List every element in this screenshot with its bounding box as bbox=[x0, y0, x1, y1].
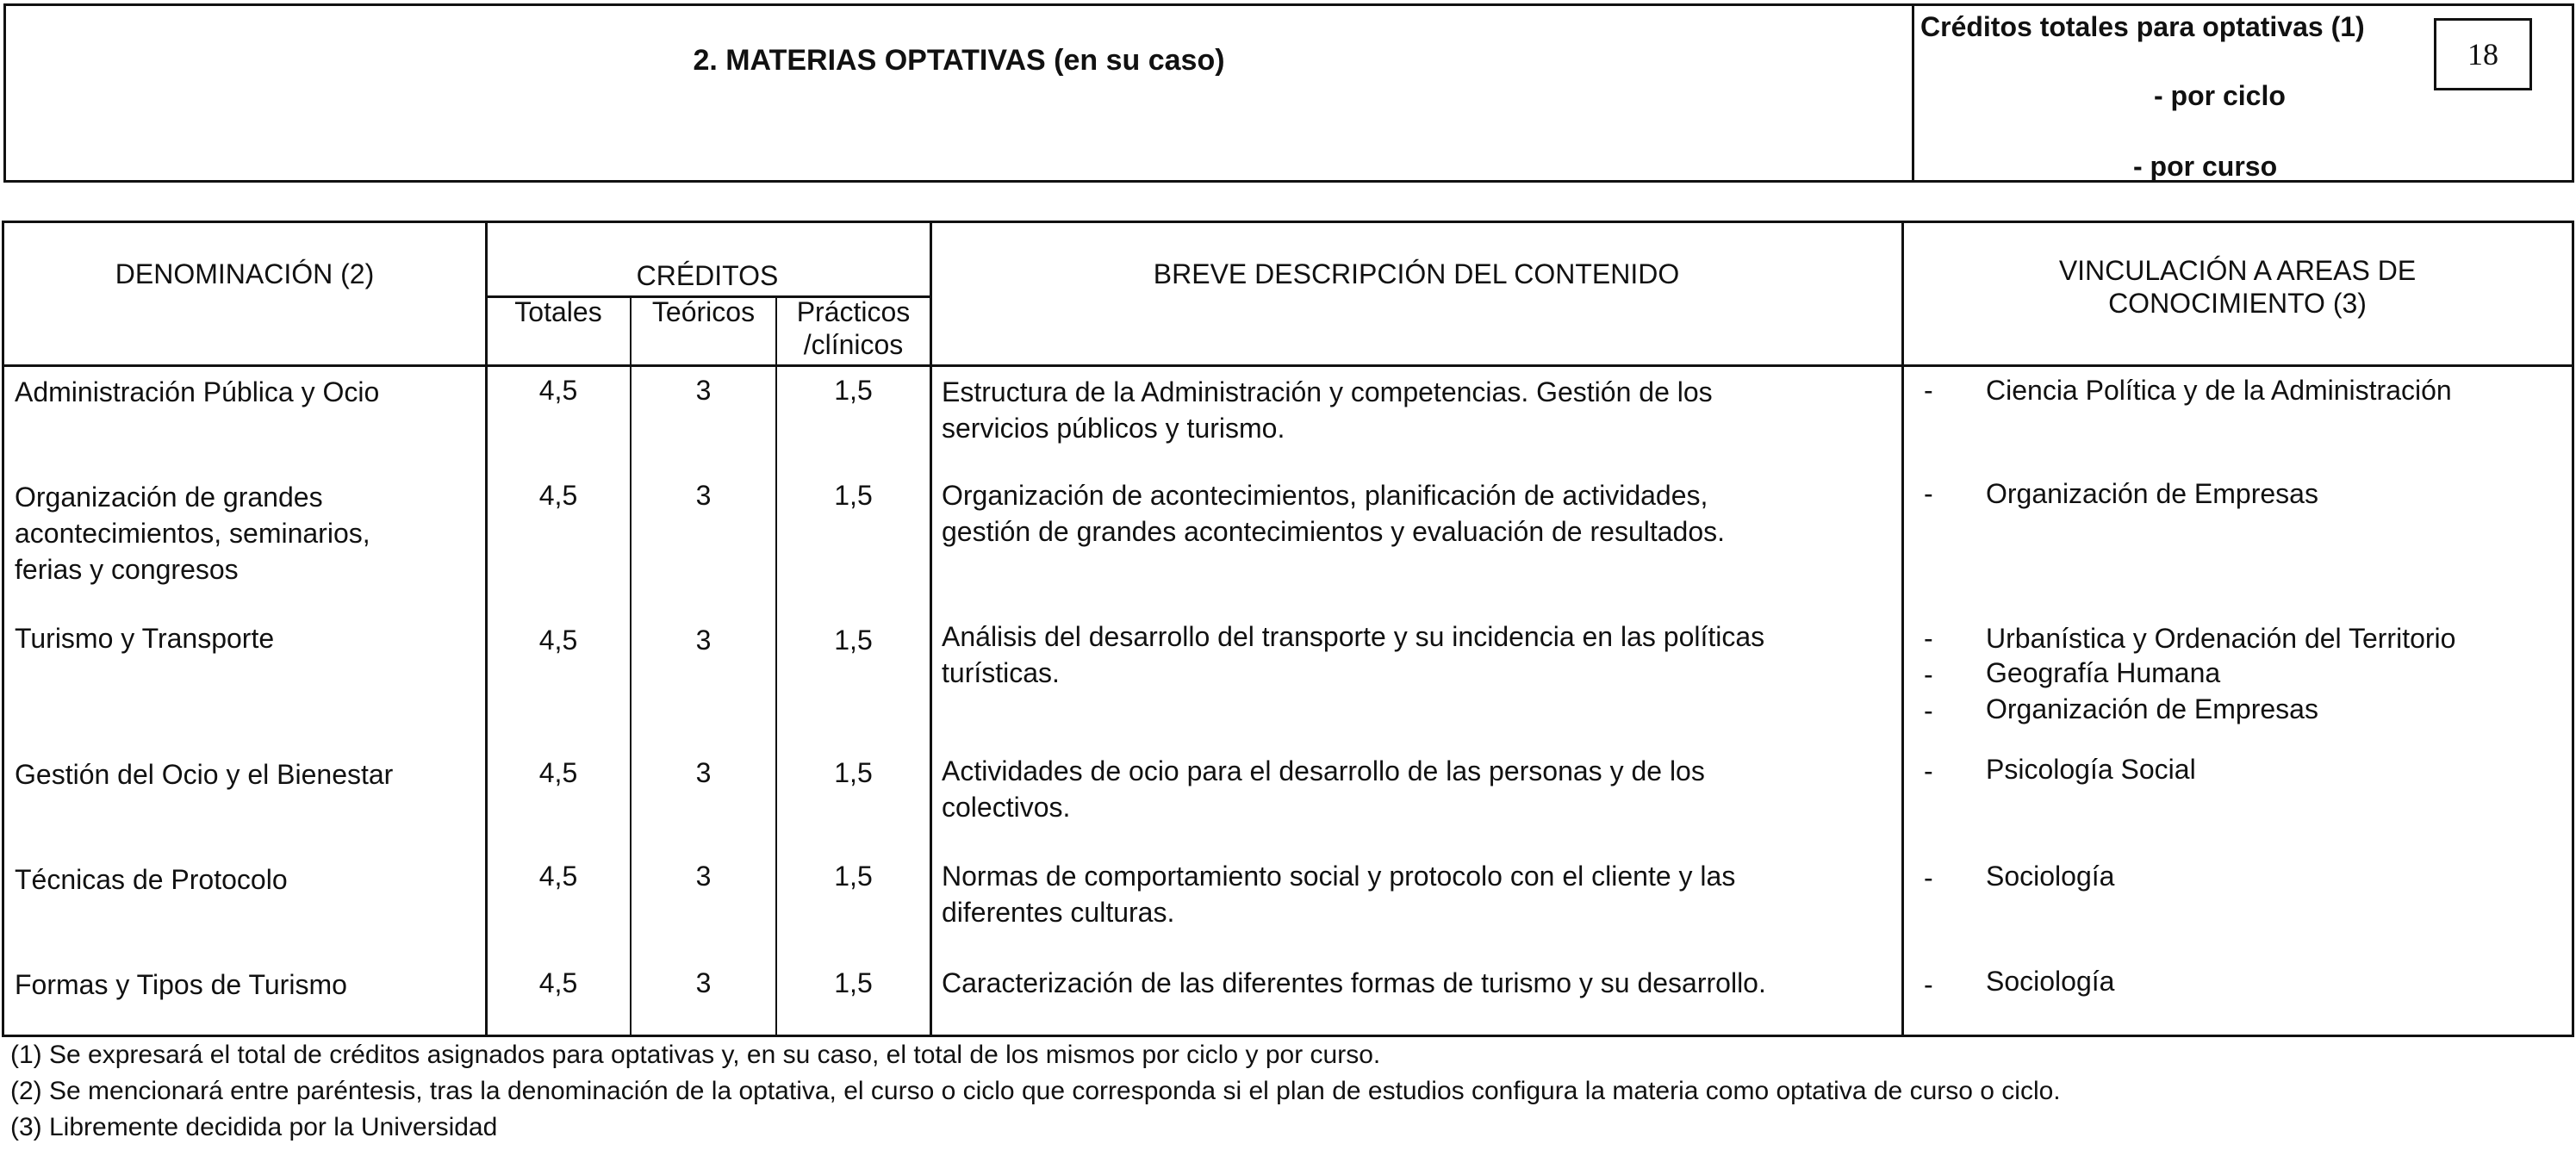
row-6-teoricos: 3 bbox=[695, 967, 712, 998]
row-2-desc-2: gestión de grandes acontecimientos y evaluación de resultados. bbox=[942, 516, 1726, 547]
row-1-practicos: 1,5 bbox=[834, 375, 873, 406]
optativas-table bbox=[2, 221, 2574, 1037]
row-3-area-3: Organización de Empresas bbox=[1986, 693, 2318, 724]
row-3-area-1: Urbanística y Ordenación del Territorio bbox=[1986, 623, 2456, 654]
row-4-desc-1: Actividades de ocio para el desarrollo de las personas y de los bbox=[942, 755, 1705, 786]
row-5-name: Técnicas de Protocolo bbox=[15, 864, 288, 895]
header-box bbox=[3, 3, 2574, 183]
row-4-name: Gestión del Ocio y el Bienestar bbox=[15, 759, 394, 790]
row-4-area-1: Psicología Social bbox=[1986, 754, 2196, 785]
row-6-area-dash-1: - bbox=[1924, 969, 1933, 1000]
row-2-area-dash-1: - bbox=[1924, 478, 1933, 509]
credits-total-value: 18 bbox=[2434, 18, 2532, 90]
row-3-totales: 4,5 bbox=[538, 625, 578, 656]
row-2-desc-1: Organización de acontecimientos, planificación de actividades, bbox=[942, 480, 1708, 511]
section-title: 2. MATERIAS OPTATIVAS (en su caso) bbox=[693, 44, 1225, 77]
row-4-totales: 4,5 bbox=[538, 757, 578, 788]
row-1-totales: 4,5 bbox=[538, 375, 578, 406]
column-divider bbox=[1901, 223, 1904, 1035]
row-3-practicos: 1,5 bbox=[834, 625, 873, 656]
row-3-teoricos: 3 bbox=[695, 625, 712, 656]
row-4-teoricos: 3 bbox=[695, 757, 712, 788]
row-5-area-dash-1: - bbox=[1924, 862, 1933, 893]
row-6-area-1: Sociología bbox=[1986, 966, 2115, 997]
row-1-area-dash-1: - bbox=[1924, 375, 1933, 406]
por-curso-label: - por curso bbox=[2133, 151, 2278, 182]
row-4-practicos: 1,5 bbox=[834, 757, 873, 788]
footnote-1: (1) Se expresará el total de créditos asignados para optativas y, en su caso, el total de los mismos por ciclo y por curso. bbox=[10, 1041, 1381, 1069]
row-2-area-1: Organización de Empresas bbox=[1986, 478, 2318, 509]
header-bottom-line bbox=[4, 364, 2572, 367]
row-6-desc-1: Caracterización de las diferentes formas de turismo y su desarrollo. bbox=[942, 967, 1766, 998]
col-teoricos: Teóricos bbox=[651, 296, 756, 327]
col-totales: Totales bbox=[514, 296, 602, 327]
row-6-name: Formas y Tipos de Turismo bbox=[15, 969, 347, 1000]
row-5-desc-1: Normas de comportamiento social y protocolo con el cliente y las bbox=[942, 861, 1736, 892]
row-2-name-3: ferias y congresos bbox=[15, 554, 239, 585]
footnote-2: (2) Se mencionará entre paréntesis, tras la denominación de la optativa, el curso o ciclo que corresponda si el plan de estudios configura la materia como optativa de curso o ciclo. bbox=[10, 1077, 2061, 1105]
col-practicos-2: /clínicos bbox=[803, 329, 904, 360]
column-divider bbox=[930, 223, 932, 1035]
row-4-desc-2: colectivos. bbox=[942, 792, 1071, 823]
col-descripcion: BREVE DESCRIPCIÓN DEL CONTENIDO bbox=[1153, 258, 1680, 289]
row-5-area-1: Sociología bbox=[1986, 861, 2115, 892]
row-2-totales: 4,5 bbox=[538, 480, 578, 511]
row-3-desc-1: Análisis del desarrollo del transporte y su incidencia en las políticas bbox=[942, 621, 1765, 652]
col-vinculacion-1: VINCULACIÓN A AREAS DE bbox=[2058, 255, 2417, 286]
credits-total-label: Créditos totales para optativas (1) bbox=[1920, 11, 2365, 42]
row-1-teoricos: 3 bbox=[695, 375, 712, 406]
row-3-area-dash-1: - bbox=[1924, 623, 1933, 654]
row-1-desc-1: Estructura de la Administración y competencias. Gestión de los bbox=[942, 376, 1713, 407]
row-3-area-2: Geografía Humana bbox=[1986, 657, 2221, 688]
row-2-teoricos: 3 bbox=[695, 480, 712, 511]
row-6-totales: 4,5 bbox=[538, 967, 578, 998]
row-1-desc-2: servicios públicos y turismo. bbox=[942, 413, 1285, 444]
por-ciclo-label: - por ciclo bbox=[2154, 80, 2286, 111]
row-5-desc-2: diferentes culturas. bbox=[942, 897, 1175, 928]
row-5-teoricos: 3 bbox=[695, 861, 712, 892]
row-4-area-dash-1: - bbox=[1924, 755, 1933, 786]
row-6-practicos: 1,5 bbox=[834, 967, 873, 998]
row-1-name: Administración Pública y Ocio bbox=[15, 376, 380, 407]
col-creditos: CRÉDITOS bbox=[636, 260, 779, 291]
row-5-practicos: 1,5 bbox=[834, 861, 873, 892]
header-divider bbox=[1912, 6, 1914, 180]
footnote-3: (3) Libremente decidida por la Universidad bbox=[10, 1113, 498, 1141]
row-1-area-1: Ciencia Política y de la Administración bbox=[1986, 375, 2452, 406]
col-denominacion: DENOMINACIÓN (2) bbox=[115, 258, 375, 289]
row-2-name-2: acontecimientos, seminarios, bbox=[15, 518, 370, 549]
row-3-area-dash-2: - bbox=[1924, 659, 1933, 690]
col-vinculacion-2: CONOCIMIENTO (3) bbox=[2108, 288, 2367, 319]
row-3-name: Turismo y Transporte bbox=[15, 623, 275, 654]
row-2-name-1: Organización de grandes bbox=[15, 482, 323, 513]
row-3-area-dash-3: - bbox=[1924, 695, 1933, 726]
row-3-desc-2: turísticas. bbox=[942, 657, 1060, 688]
row-2-practicos: 1,5 bbox=[834, 480, 873, 511]
col-practicos-1: Prácticos bbox=[796, 296, 911, 327]
row-5-totales: 4,5 bbox=[538, 861, 578, 892]
